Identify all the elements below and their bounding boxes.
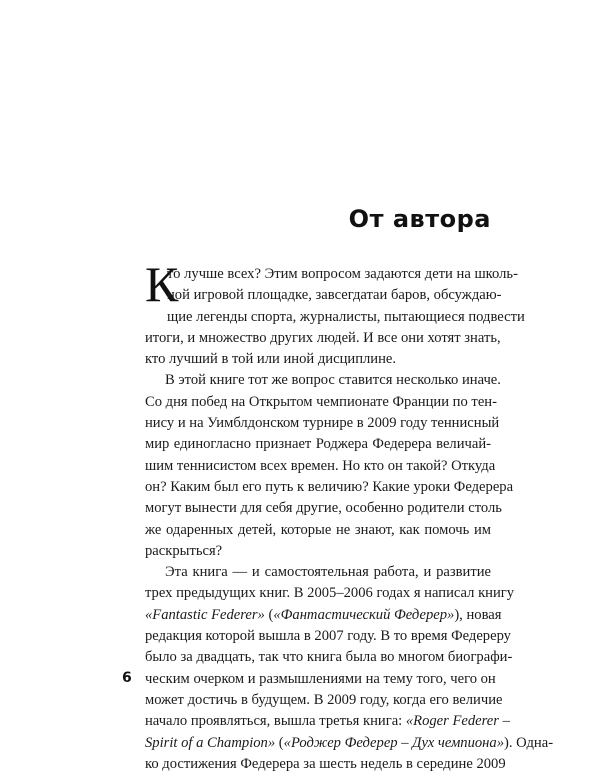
text-line: В этой книге тот же вопрос ставится несколько иначе. [165, 372, 501, 389]
text-line-italic-mixed: Spirit of a Champion» («Роджер Федерер – Дух чемпиона»). Одна- [145, 734, 554, 751]
text-line: может достичь в будущем. В 2009 году, когда его величие [145, 691, 503, 708]
text-line: ной игровой площадке, завсегдатаи баров, обсуждаю- [167, 287, 502, 304]
text-line: мир единогласно признает Роджера Федерера величай- [145, 436, 491, 453]
text-line: он? Каким был его путь к величию? Какие уроки Федерера [145, 478, 514, 495]
text-line: редакция которой вышла в 2007 году. В то время Федереру [145, 628, 511, 645]
text-line: ческим очерком и размышлениями на тему того, чего он [145, 670, 496, 687]
text-line: щие легенды спорта, журналисты, пытающиеся подвести [167, 308, 525, 325]
drop-cap-letter: К [145, 256, 179, 312]
text-line: Со дня побед на Открытом чемпионате Франции по тен- [145, 393, 497, 410]
chapter-title: От автора [348, 205, 491, 233]
text-line: раскрыться? [145, 542, 223, 559]
text-line: было за двадцать, так что книга была во многом биографи- [145, 649, 513, 666]
text-line-italic-mixed: «Fantastic Federer» («Фантастический Федерер»), новая [145, 606, 502, 623]
text-line: шим теннисистом всех времен. Но кто он такой? Откуда [145, 457, 496, 474]
text-line-italic-mixed: начало проявляться, вышла третья книга: «Roger Federer – [145, 713, 510, 730]
text-line: нису и на Уимблдонском турнире в 2009 году теннисный [145, 415, 500, 432]
text-line: могут вынести для себя другие, особенно родители столь [145, 500, 502, 517]
text-line: трех предыдущих книг. В 2005–2006 годах я написал книгу [145, 585, 515, 602]
text-line: Эта книга — и самостоятельная работа, и развитие [165, 564, 491, 581]
text-line: то лучше всех? Этим вопросом задаются дети на школь- [167, 266, 518, 282]
text-line: же одаренных детей, которые не знают, как помочь им [145, 521, 491, 538]
text-line: кто лучший в той или иной дисциплине. [145, 351, 397, 368]
page-number: 6 [122, 670, 132, 686]
text-line: итоги, и множество других людей. И все они хотят знать, [145, 329, 501, 346]
body-text [145, 256, 554, 775]
text-line: ко достижения Федерера за шесть недель в середине 2009 [145, 755, 506, 772]
